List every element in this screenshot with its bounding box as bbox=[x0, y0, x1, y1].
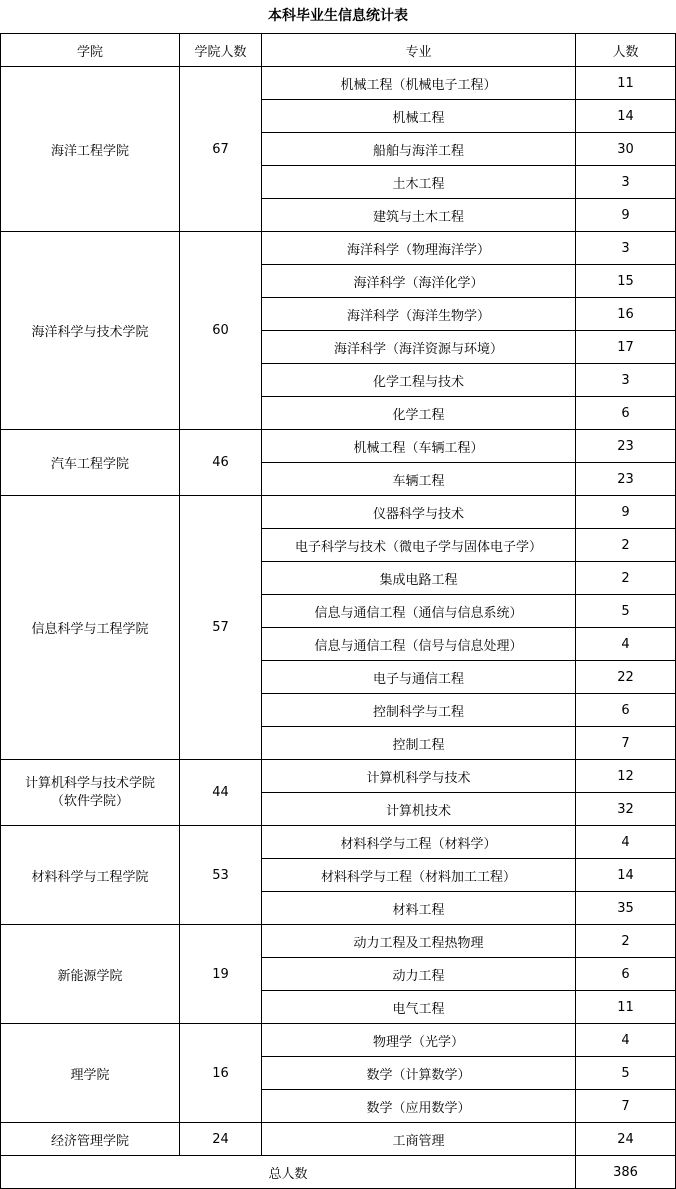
major-name: 电子科学与技术（微电子学与固体电子学） bbox=[262, 529, 576, 562]
total-label: 总人数 bbox=[1, 1156, 576, 1189]
major-name: 材料工程 bbox=[262, 892, 576, 925]
major-name: 机械工程（机械电子工程） bbox=[262, 67, 576, 100]
major-count: 22 bbox=[576, 661, 676, 694]
college-name-text: 计算机科学与技术学院 bbox=[24, 775, 155, 791]
major-name: 建筑与土木工程 bbox=[262, 199, 576, 232]
table-body bbox=[1, 67, 676, 1156]
major-count: 11 bbox=[576, 991, 676, 1024]
college-name bbox=[1, 496, 180, 760]
major-name: 机械工程（车辆工程） bbox=[262, 430, 576, 463]
table-row bbox=[1, 925, 676, 958]
header-college: 学院 bbox=[1, 34, 180, 67]
header-row bbox=[1, 34, 676, 67]
table-row bbox=[1, 67, 676, 100]
college-name-text: 经济管理学院 bbox=[50, 1133, 129, 1149]
major-count: 16 bbox=[576, 298, 676, 331]
college-name bbox=[1, 1024, 180, 1123]
major-name: 仪器科学与技术 bbox=[262, 496, 576, 529]
total-value: 386 bbox=[576, 1156, 676, 1189]
college-name-text: 海洋科学与技术学院 bbox=[31, 325, 149, 340]
major-count: 14 bbox=[576, 859, 676, 892]
major-count: 3 bbox=[576, 364, 676, 397]
major-name: 机械工程 bbox=[262, 100, 576, 133]
college-name-text: 汽车工程学院 bbox=[50, 457, 129, 472]
college-total: 67 bbox=[180, 67, 262, 232]
major-name: 材料科学与工程（材料加工工程） bbox=[262, 859, 576, 892]
major-name: 控制工程 bbox=[262, 727, 576, 760]
major-name: 电气工程 bbox=[262, 991, 576, 1024]
major-count: 7 bbox=[576, 1090, 676, 1123]
major-count: 30 bbox=[576, 133, 676, 166]
major-name: 工商管理 bbox=[262, 1123, 576, 1156]
major-count: 12 bbox=[576, 760, 676, 793]
major-count: 23 bbox=[576, 430, 676, 463]
major-count: 5 bbox=[576, 1057, 676, 1090]
major-name: 计算机技术 bbox=[262, 793, 576, 826]
major-count: 6 bbox=[576, 694, 676, 727]
college-name bbox=[1, 760, 180, 826]
major-name: 车辆工程 bbox=[262, 463, 576, 496]
major-name: 动力工程 bbox=[262, 958, 576, 991]
header-count: 人数 bbox=[576, 34, 676, 67]
major-count: 2 bbox=[576, 529, 676, 562]
major-name: 化学工程与技术 bbox=[262, 364, 576, 397]
college-name bbox=[1, 925, 180, 1024]
major-count: 4 bbox=[576, 1024, 676, 1057]
table-row bbox=[1, 496, 676, 529]
major-count: 35 bbox=[576, 892, 676, 925]
major-name: 信息与通信工程（通信与信息系统） bbox=[262, 595, 576, 628]
college-name-subtitle: （软件学院） bbox=[50, 793, 129, 809]
total-row bbox=[1, 1156, 676, 1189]
major-count: 2 bbox=[576, 925, 676, 958]
major-count: 4 bbox=[576, 826, 676, 859]
major-count: 11 bbox=[576, 67, 676, 100]
major-name: 土木工程 bbox=[262, 166, 576, 199]
college-name bbox=[1, 826, 180, 925]
major-name: 集成电路工程 bbox=[262, 562, 576, 595]
major-count: 9 bbox=[576, 496, 676, 529]
table-row bbox=[1, 430, 676, 463]
major-count: 3 bbox=[576, 166, 676, 199]
college-total: 53 bbox=[180, 826, 262, 925]
college-total: 44 bbox=[180, 760, 262, 826]
major-count: 5 bbox=[576, 595, 676, 628]
table-row bbox=[1, 760, 676, 793]
table-row bbox=[1, 232, 676, 265]
major-count: 3 bbox=[576, 232, 676, 265]
major-count: 4 bbox=[576, 628, 676, 661]
header-college-count: 学院人数 bbox=[180, 34, 262, 67]
major-name: 物理学（光学） bbox=[262, 1024, 576, 1057]
major-count: 24 bbox=[576, 1123, 676, 1156]
major-name: 动力工程及工程热物理 bbox=[262, 925, 576, 958]
college-total: 46 bbox=[180, 430, 262, 496]
major-name: 船舶与海洋工程 bbox=[262, 133, 576, 166]
college-total: 60 bbox=[180, 232, 262, 430]
college-name-text: 海洋工程学院 bbox=[50, 143, 129, 159]
college-total: 57 bbox=[180, 496, 262, 760]
major-name: 电子与通信工程 bbox=[262, 661, 576, 694]
major-count: 9 bbox=[576, 199, 676, 232]
table-row bbox=[1, 1024, 676, 1057]
major-count: 2 bbox=[576, 562, 676, 595]
major-count: 17 bbox=[576, 331, 676, 364]
major-name: 海洋科学（海洋资源与环境） bbox=[262, 331, 576, 364]
major-name: 数学（计算数学） bbox=[262, 1057, 576, 1090]
major-name: 海洋科学（海洋化学） bbox=[262, 265, 576, 298]
major-name: 海洋科学（物理海洋学） bbox=[262, 232, 576, 265]
header-major: 专业 bbox=[262, 34, 576, 67]
major-count: 32 bbox=[576, 793, 676, 826]
major-count: 15 bbox=[576, 265, 676, 298]
major-count: 6 bbox=[576, 958, 676, 991]
major-name: 控制科学与工程 bbox=[262, 694, 576, 727]
major-count: 23 bbox=[576, 463, 676, 496]
major-name: 数学（应用数学） bbox=[262, 1090, 576, 1123]
college-name-text: 理学院 bbox=[70, 1067, 110, 1083]
college-name-text: 新能源学院 bbox=[57, 968, 123, 984]
college-name bbox=[1, 1123, 180, 1156]
college-name bbox=[1, 232, 180, 430]
major-count: 14 bbox=[576, 100, 676, 133]
major-name: 信息与通信工程（信号与信息处理） bbox=[262, 628, 576, 661]
college-total: 24 bbox=[180, 1123, 262, 1156]
graduate-stats-table bbox=[0, 33, 676, 1189]
college-total: 19 bbox=[180, 925, 262, 1024]
college-name-text: 信息科学与工程学院 bbox=[31, 622, 149, 637]
table-row bbox=[1, 1123, 676, 1156]
college-name bbox=[1, 430, 180, 496]
college-name bbox=[1, 67, 180, 232]
major-name: 计算机科学与技术 bbox=[262, 760, 576, 793]
major-count: 6 bbox=[576, 397, 676, 430]
table-row bbox=[1, 826, 676, 859]
major-name: 海洋科学（海洋生物学） bbox=[262, 298, 576, 331]
college-name-text: 材料科学与工程学院 bbox=[31, 869, 149, 885]
major-name: 材料科学与工程（材料学） bbox=[262, 826, 576, 859]
major-count: 7 bbox=[576, 727, 676, 760]
table-title: 本科毕业生信息统计表 bbox=[268, 8, 408, 24]
college-total: 16 bbox=[180, 1024, 262, 1123]
major-name: 化学工程 bbox=[262, 397, 576, 430]
